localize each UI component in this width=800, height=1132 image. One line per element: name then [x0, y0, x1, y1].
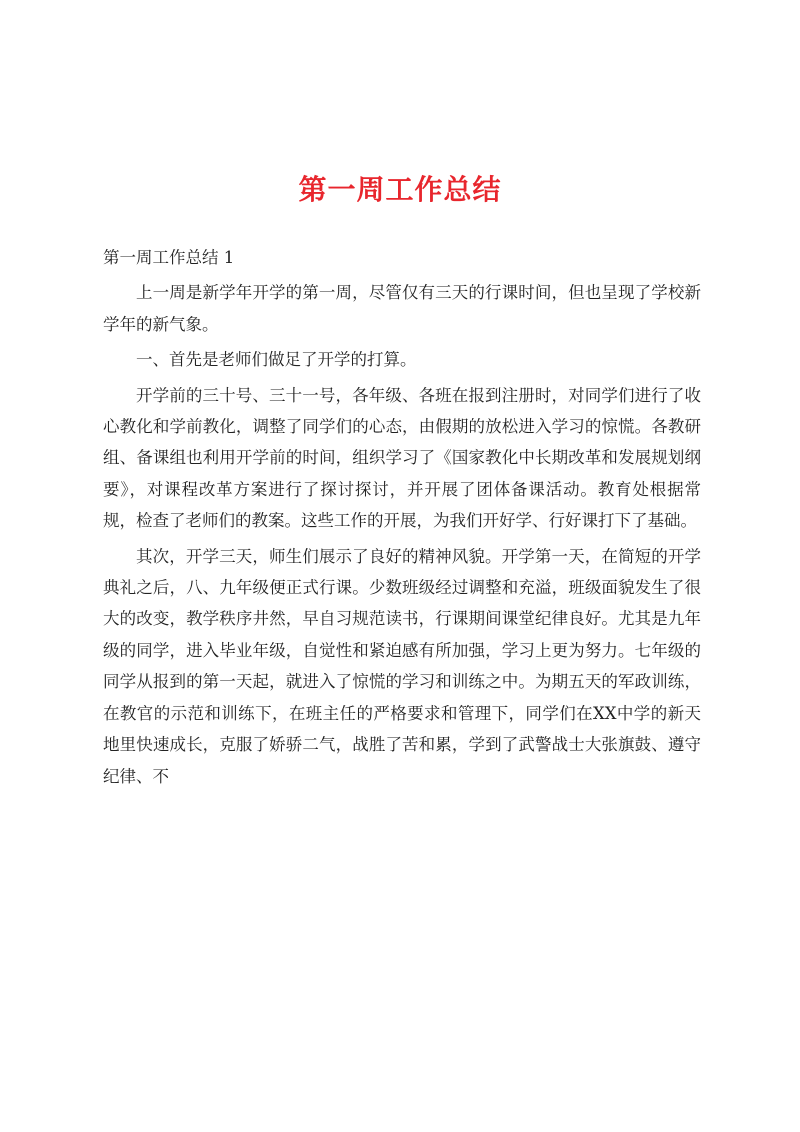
- document-title: 第一周工作总结: [298, 173, 502, 206]
- document-body: [103, 242, 701, 796]
- paragraph-intro: 上一周是新学年开学的第一周，尽管仅有三天的行课时间，但也呈现了学校新学年的新气象。: [103, 283, 701, 334]
- paragraph-spirit: 其次，开学三天，师生们展示了良好的精神风貌。开学第一天，在简短的开学典礼之后，八、九年级便正式行课。少数班级经过调整和充溢，班级面貌发生了很大的改变，教学秩序井然，早自习规范读书，行课期间课堂纪律良好。尤其是九年级的同学，进入毕业年级，自觉性和紧迫感有所加强，学习上更为努力。七年级的同学从报到的第一天起，就进入了惊慌的学习和训练之中。为期五天的军政训练，在教官的示范和训练下，在班主任的严格要求和管理下，同学们在XX中学的新天地里快速成长，克服了娇骄二气，战胜了苦和累，学到了武警战士大张旗鼓、遵守纪律、不: [103, 546, 701, 786]
- paragraph-point-one: 一、首先是老师们做足了开学的打算。: [136, 350, 417, 370]
- section-subheading: 第一周工作总结 1: [103, 248, 235, 267]
- paragraph-preparation: 开学前的三十号、三十一号，各年级、各班在报到注册时，对同学们进行了收心教化和学前教化，调整了同学们的心态，由假期的放松进入学习的惊慌。各教研组、备课组也利用开学前的时间，组织学习了《国家教化中长期改革和发展规划纲要》，对课程改革方案进行了探讨探讨，并开展了团体备课活动。教育处根据常规，检查了老师们的教案。这些工作的开展，为我们开好学、行好课打下了基础。: [103, 385, 701, 531]
